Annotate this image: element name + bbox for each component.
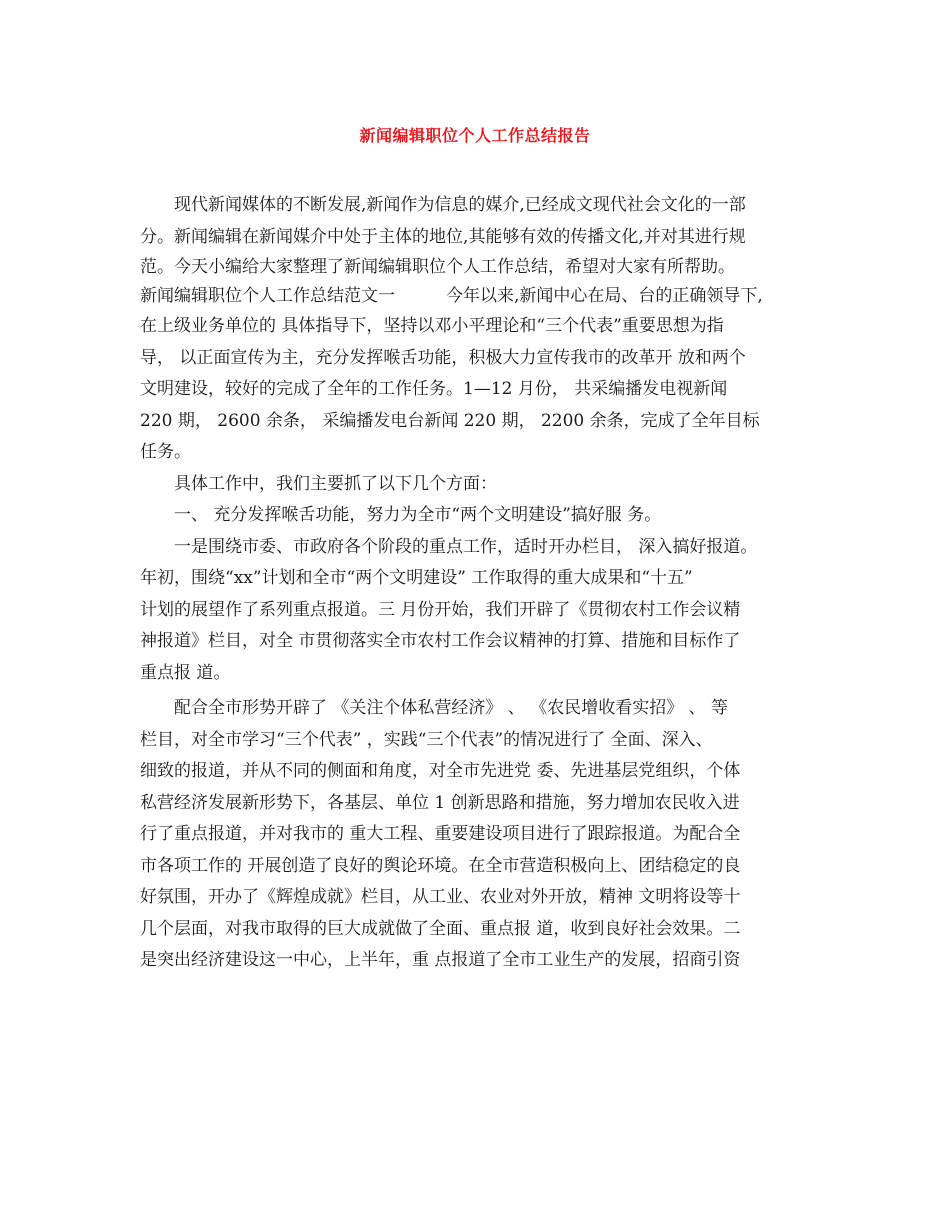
text-line: 年初，围绕“xx”计划和全市“两个文明建设” 工作取得的重大成果和“十五” <box>140 568 693 588</box>
text-line: 一、 充分发挥喉舌功能，努力为全市“两个文明建设”搞好服 务。 <box>174 505 662 525</box>
text-line: 范。今天小编给大家整理了新闻编辑职位个人工作总结，希望对大家有所帮助。 <box>140 257 735 277</box>
text-line: 几个层面，对我市取得的巨大成就做了全面、重点报 道，收到良好社会效果。二 <box>140 918 741 939</box>
text-line: 神报道》栏目，对全 市贯彻落实全市农村工作会议精神的打算、措施和目标作了 <box>140 631 741 651</box>
text-line: 市各项工作的 开展创造了良好的舆论环境。在全市营造积极向上、团结稳定的良 <box>140 855 741 876</box>
text-line: 新闻编辑职位个人工作总结范文一 今年以来,新闻中心在局、台的正确领导下, <box>140 286 763 306</box>
text-line: 配合全市形势开辟了 《关注个体私营经济》 、 《农民增收看实招》 、 等 <box>174 698 729 718</box>
text-line: 栏目，对全市学习“三个代表” ，实践“三个代表”的情况进行了 全面、深入、 <box>140 729 713 750</box>
text-line: 细致的报道，并从不同的侧面和角度，对全市先进党 委、先进基层党组织，个体 <box>140 761 741 781</box>
text-line: 导， 以正面宣传为主，充分发挥喉舌功能，积极大力宣传我市的改革开 放和两个 <box>140 347 746 368</box>
text-line: 在上级业务单位的 具体指导下，坚持以邓小平理论和“三个代表”重要思想为指 <box>140 316 724 336</box>
document-title: 新闻编辑职位个人工作总结报告 <box>359 126 591 145</box>
text-line: 重点报 道。 <box>140 662 231 683</box>
text-line: 现代新闻媒体的不断发展,新闻作为信息的媒介,已经成文现代社会文化的一部 <box>174 195 746 215</box>
text-line: 好氛围，开办了《辉煌成就》栏目，从工业、农业对外开放，精神 文明将设等十 <box>140 887 741 907</box>
text-line: 私营经济发展新形势下，各基层、单位 1 创新思路和措施，努力增加农民收入进 <box>140 792 740 813</box>
text-line: 是突出经济建设这一中心，上半年，重 点报道了全市工业生产的发展，招商引资 <box>140 950 741 970</box>
text-line: 220 期， 2600 余条， 采编播发电台新闻 220 期， 2200 余条，完成了全年目标 <box>140 410 760 431</box>
text-line: 任务。 <box>140 442 191 462</box>
text-line: 具体工作中，我们主要抓了以下几个方面： <box>174 473 497 494</box>
text-line: 一是围绕市委、市政府各个阶段的重点工作，适时开办栏目， 深入搞好报道。 <box>174 536 758 557</box>
text-line: 计划的展望作了系列重点报道。三 月份开始，我们开辟了《贯彻农村工作会议精 <box>140 599 741 620</box>
text-line: 分。新闻编辑在新闻媒介中处于主体的地位,其能够有效的传播文化,并对其进行规 <box>140 226 746 247</box>
text-line: 行了重点报道，并对我市的 重大工程、重要建设项目进行了跟踪报道。为配合全 <box>140 824 741 844</box>
document-body <box>140 190 820 977</box>
text-line: 文明建设，较好的完成了全年的工作任务。1—12 月份， 共采编播发电视新闻 <box>140 379 728 399</box>
